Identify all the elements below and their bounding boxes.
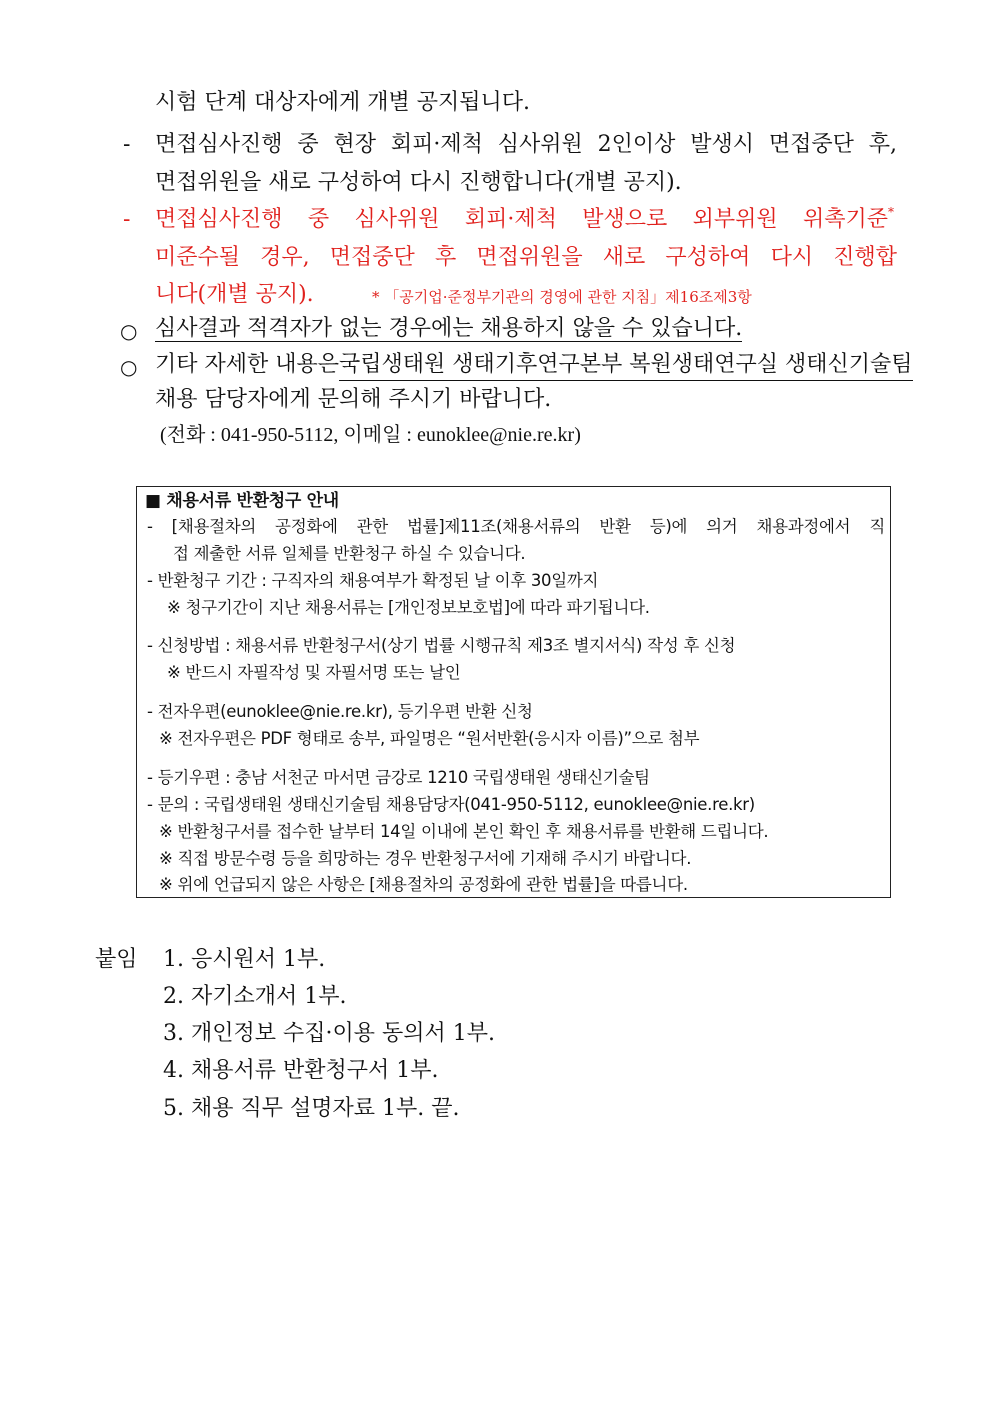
notice-line-method: - 신청방법 : 채용서류 반환청구서(상기 법률 시행규칙 제3조 별지서식) 작성 후 신청 bbox=[147, 636, 736, 655]
document-return-notice-box bbox=[136, 486, 891, 898]
red-notice-star: * bbox=[888, 205, 894, 219]
bullet-circle: ○ bbox=[120, 355, 138, 379]
contact-info-line2: 채용 담당자에게 문의해 주시기 바랍니다. bbox=[155, 387, 552, 412]
interview-notice-line1: 면접심사진행 중 현장 회피·제척 심사위원 2인이상 발생시 면접중단 후, bbox=[155, 132, 897, 157]
notice-line-address: - 등기우편 : 충남 서천군 마서면 금강로 1210 국립생태원 생태신기술팀 bbox=[147, 768, 650, 787]
bullet-circle: ○ bbox=[120, 319, 138, 343]
notice-line-law-cont: 접 제출한 서류 일체를 반환청구 하실 수 있습니다. bbox=[173, 544, 526, 563]
contact-phone-email: (전화 : 041-950-5112, 이메일 : eunoklee@nie.re.kr) bbox=[160, 424, 581, 446]
no-qualified-line bbox=[155, 314, 742, 344]
attachment-item: 3. 개인정보 수집·이용 동의서 1부. bbox=[163, 1021, 495, 1046]
notice-line-other-note: ※ 위에 언급되지 않은 사항은 [채용절차의 공정화에 관한 법률]을 따릅니다. bbox=[159, 875, 688, 894]
attachment-item: 1. 응시원서 1부. bbox=[163, 947, 326, 972]
attachment-item: 4. 채용서류 반환청구서 1부. bbox=[163, 1058, 439, 1083]
notice-box-title: ■ 채용서류 반환청구 안내 bbox=[145, 491, 339, 511]
red-notice-line3: 니다(개별 공지). bbox=[155, 282, 314, 307]
body-line-continuation: 시험 단계 대상자에게 개별 공지됩니다. bbox=[155, 90, 530, 115]
notice-line-return-note: ※ 반환청구서를 접수한 날부터 14일 이내에 본인 확인 후 채용서류를 반환해 드립니다. bbox=[159, 822, 769, 841]
notice-line-inquiry: - 문의 : 국립생태원 생태신기술팀 채용담당자(041-950-5112, eunoklee@nie.re.kr) bbox=[147, 795, 755, 814]
red-notice-footnote: * 「공기업·준정부기관의 경영에 관한 지침」제16조제3항 bbox=[372, 288, 752, 306]
contact-info-line1 bbox=[155, 350, 913, 381]
attachment-item: 2. 자기소개서 1부. bbox=[163, 984, 347, 1009]
notice-line-email-note: ※ 전자우편은 PDF 형태로 송부, 파일명은 “원서반환(응시자 이름)”으로 첨부 bbox=[159, 729, 700, 748]
red-notice-line2: 미준수될 경우, 면접중단 후 면접위원을 새로 구성하여 다시 진행합 bbox=[155, 245, 897, 270]
attachment-item: 5. 채용 직무 설명자료 1부. 끝. bbox=[163, 1096, 460, 1121]
red-notice-line1-wrap bbox=[155, 205, 897, 235]
interview-notice-line2: 면접위원을 새로 구성하여 다시 진행합니다(개별 공지). bbox=[155, 170, 682, 195]
contact-info-prefix: 기타 자세한 내용은 bbox=[155, 352, 340, 377]
contact-info-department: 국립생태원 생태기후연구본부 복원생태연구실 생태신기술팀 bbox=[339, 350, 913, 381]
notice-line-visit-note: ※ 직접 방문수령 등을 희망하는 경우 반환청구서에 기재해 주시기 바랍니다. bbox=[159, 849, 692, 868]
notice-line-period-note: ※ 청구기간이 지난 채용서류는 [개인정보보호법]에 따라 파기됩니다. bbox=[167, 598, 650, 617]
attachments-label: 붙임 bbox=[95, 947, 138, 972]
red-notice-line1: 면접심사진행 중 심사위원 회피·제척 발생으로 외부위원 위촉기준 bbox=[155, 207, 888, 232]
notice-line-law: - [채용절차의 공정화에 관한 법률]제11조(채용서류의 반환 등)에 의거 채용과정에서 직 bbox=[147, 517, 885, 536]
notice-line-period: - 반환청구 기간 : 구직자의 채용여부가 확정된 날 이후 30일까지 bbox=[147, 571, 599, 590]
notice-line-email-post: - 전자우편(eunoklee@nie.re.kr), 등기우편 반환 신청 bbox=[147, 702, 533, 721]
no-qualified-text: 심사결과 적격자가 없는 경우에는 채용하지 않을 수 있습니다. bbox=[155, 316, 743, 341]
notice-line-method-note: ※ 반드시 자필작성 및 자필서명 또는 날인 bbox=[167, 663, 461, 682]
bullet-dash: - bbox=[123, 132, 131, 157]
bullet-dash-red: - bbox=[123, 207, 131, 232]
